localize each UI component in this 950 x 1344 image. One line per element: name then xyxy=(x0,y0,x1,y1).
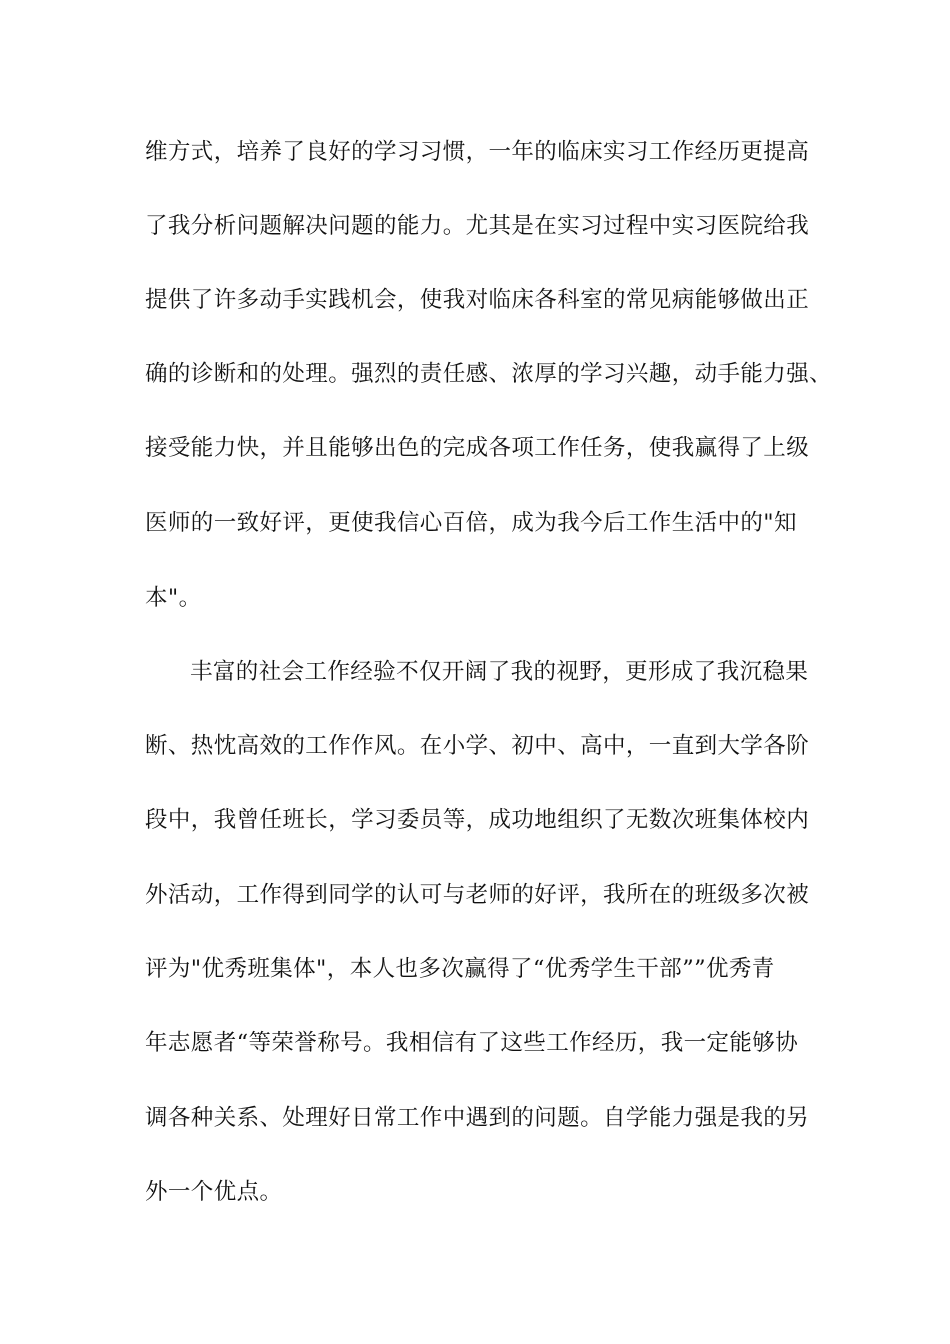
text-line: 医师的一致好评，更使我信心百倍，成为我今后工作生活中的"知 xyxy=(145,510,797,536)
text-line: 段中，我曾任班长，学习委员等，成功地组织了无数次班集体校内 xyxy=(145,807,810,833)
text-line: 了我分析问题解决问题的能力。尤其是在实习过程中实习医院给我 xyxy=(145,213,810,239)
text-line: 评为"优秀班集体"，本人也多次赢得了“优秀学生干部””优秀青 xyxy=(145,956,775,982)
text-line: 外活动，工作得到同学的认可与老师的好评，我所在的班级多次被 xyxy=(145,882,810,908)
text-line: 维方式，培养了良好的学习习惯，一年的临床实习工作经历更提高 xyxy=(145,139,810,165)
text-line: 调各种关系、处理好日常工作中遇到的问题。自学能力强是我的另 xyxy=(145,1105,810,1131)
text-line: 断、热忱高效的工作作风。在小学、初中、高中，一直到大学各阶 xyxy=(145,733,810,759)
text-line: 接受能力快，并且能够出色的完成各项工作任务，使我赢得了上级 xyxy=(145,435,810,461)
text-line: 提供了许多动手实践机会，使我对临床各科室的常见病能够做出正 xyxy=(145,287,810,313)
text-line: 确的诊断和的处理。强烈的责任感、浓厚的学习兴趣，动手能力强、 xyxy=(145,361,833,387)
text-line: 外一个优点。 xyxy=(145,1179,283,1205)
text-line: 本"。 xyxy=(145,585,202,611)
text-line: 年志愿者“等荣誉称号。我相信有了这些工作经历，我一定能够协 xyxy=(145,1030,799,1056)
text-line: 丰富的社会工作经验不仅开阔了我的视野，更形成了我沉稳果 xyxy=(190,659,809,685)
